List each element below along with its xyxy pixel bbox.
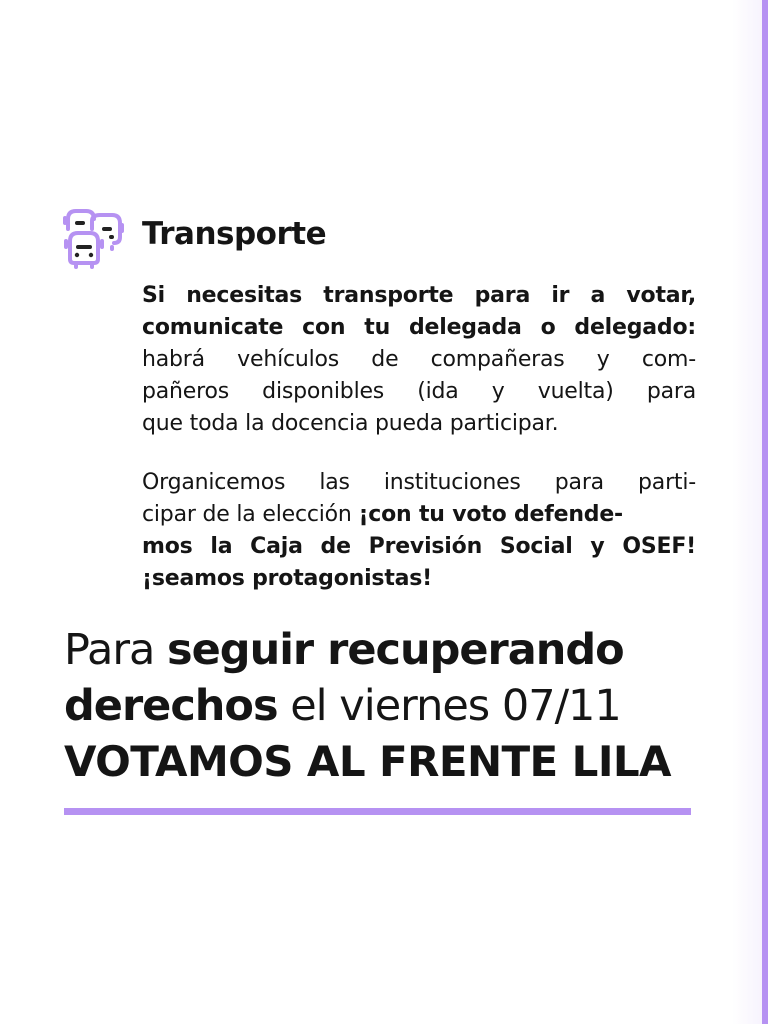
paragraph-line bbox=[142, 499, 696, 531]
paragraph-text: cipar de la elección bbox=[142, 502, 359, 527]
closing-text: el viernes 07/11 bbox=[277, 681, 621, 731]
closing-emphasis: derechos bbox=[64, 681, 278, 731]
paragraph-line: ¡seamos protagonistas! bbox=[142, 566, 433, 591]
transport-paragraph bbox=[142, 280, 696, 440]
bus-icon bbox=[62, 207, 124, 269]
paragraph-line: pañeros disponibles (ida y vuelta) para bbox=[142, 379, 696, 404]
side-fade bbox=[732, 0, 762, 1024]
closing-line bbox=[64, 622, 671, 678]
paragraph-line: Si necesitas transporte para ir a votar, bbox=[142, 283, 696, 308]
section-title: Transporte bbox=[142, 216, 327, 252]
slogan-underline bbox=[64, 808, 691, 815]
paragraph-line: comunicate con tu delegada o delegado: bbox=[142, 315, 696, 340]
slogan: VOTAMOS AL FRENTE LILA bbox=[64, 737, 671, 786]
paragraph-line: que toda la docencia pueda participar. bbox=[142, 411, 559, 436]
paragraph-emphasis: ¡con tu voto defende- bbox=[358, 502, 623, 527]
paragraph-line: Organicemos las instituciones para parti- bbox=[142, 470, 696, 495]
paragraph-line: habrá vehículos de compañeras y com- bbox=[142, 347, 696, 372]
closing-statement bbox=[64, 622, 671, 790]
closing-text: Para bbox=[64, 625, 168, 675]
side-accent-bar bbox=[762, 0, 768, 1024]
paragraph-line: mos la Caja de Previsión Social y OSEF! bbox=[142, 534, 696, 559]
closing-emphasis: seguir recuperando bbox=[167, 625, 624, 675]
organize-paragraph bbox=[142, 467, 696, 595]
closing-line bbox=[64, 678, 671, 734]
